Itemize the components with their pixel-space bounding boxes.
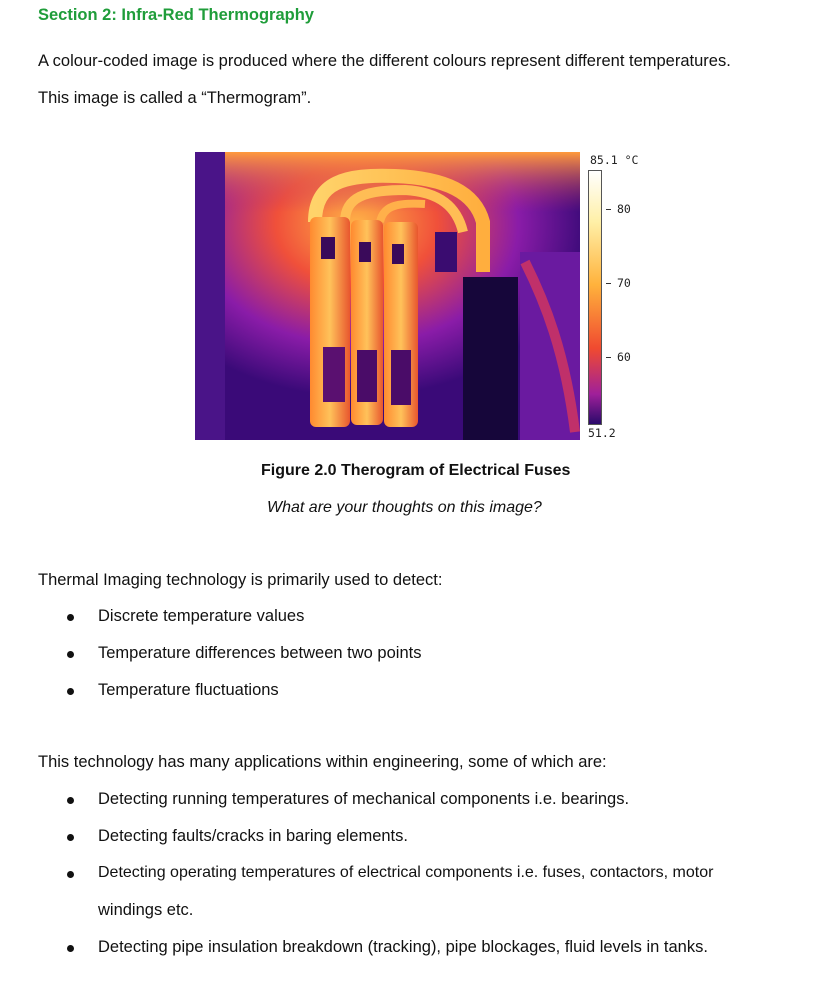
bullet-dot (67, 834, 74, 841)
bullet-dot (67, 688, 74, 695)
bullet-dot (67, 614, 74, 621)
scale-min-label: 51.2 (588, 426, 616, 440)
scale-tick-60: 60 (617, 350, 631, 364)
scale-max-label: 85.1 °C (590, 153, 639, 167)
intro-line-2: This image is called a “Thermogram”. (38, 89, 312, 107)
bullet-dot (67, 945, 74, 952)
application-item: Detecting operating temperatures of electrical components i.e. fuses, contactors, motor (98, 864, 714, 881)
thermogram-figure (195, 150, 645, 445)
application-item: Detecting faults/cracks in baring elements. (98, 827, 408, 845)
scale-tick-80: 80 (617, 202, 631, 216)
scale-tick-70: 70 (617, 276, 631, 290)
bullet-dot (67, 651, 74, 658)
detect-item: Discrete temperature values (98, 607, 305, 625)
intro-line-1: A colour-coded image is produced where the different colours represent different temperatures. (38, 52, 731, 70)
application-item: Detecting pipe insulation breakdown (tracking), pipe blockages, fluid levels in tanks. (98, 938, 708, 956)
applications-intro: This technology has many applications within engineering, some of which are: (38, 753, 607, 771)
application-item: Detecting running temperatures of mechanical components i.e. bearings. (98, 790, 630, 808)
thermogram-image (195, 152, 580, 440)
temperature-scale-bar (588, 170, 602, 425)
detect-intro: Thermal Imaging technology is primarily used to detect: (38, 571, 443, 589)
detect-item: Temperature differences between two points (98, 644, 422, 662)
detect-item: Temperature fluctuations (98, 681, 279, 699)
bullet-dot (67, 797, 74, 804)
bullet-dot (67, 871, 74, 878)
application-item-continuation: windings etc. (98, 901, 194, 919)
section-heading: Section 2: Infra-Red Thermography (38, 6, 314, 24)
figure-caption: Figure 2.0 Therogram of Electrical Fuses (261, 462, 571, 479)
figure-question: What are your thoughts on this image? (267, 499, 542, 516)
